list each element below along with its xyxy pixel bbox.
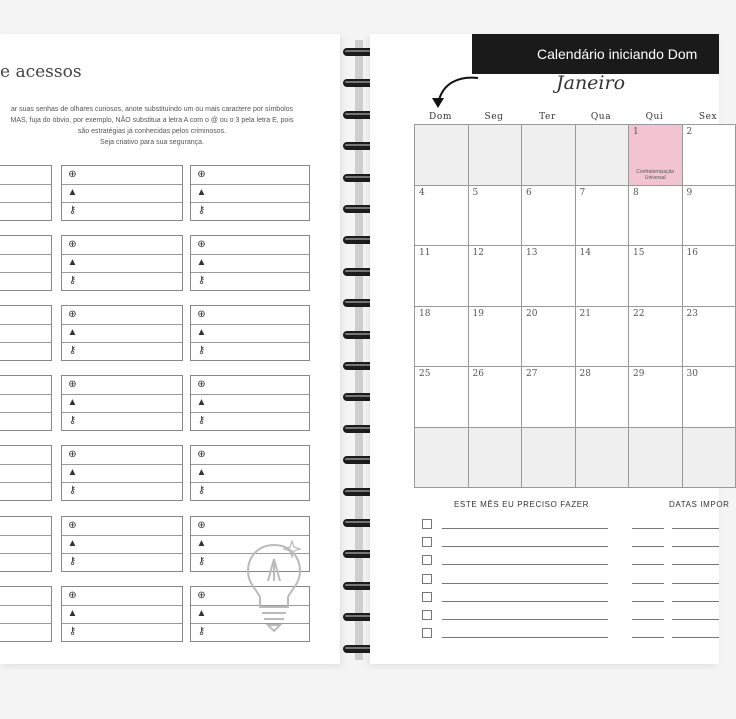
intro-text: [0, 104, 310, 148]
banner: [472, 34, 719, 74]
password-field[interactable]: [0, 184, 51, 203]
calendar-day[interactable]: [682, 124, 736, 186]
globe-icon: ⊕: [68, 590, 77, 601]
password-field[interactable]: [0, 342, 51, 360]
password-card: [190, 445, 310, 501]
password-field[interactable]: [0, 166, 51, 185]
password-field[interactable]: [191, 184, 309, 203]
todo-line[interactable]: [442, 528, 608, 529]
globe-icon: ⊕: [68, 169, 77, 180]
calendar-day[interactable]: [575, 306, 630, 368]
password-field[interactable]: [191, 324, 309, 343]
calendar-day[interactable]: [414, 366, 469, 428]
key-icon: ⚷: [68, 485, 77, 496]
calendar-day[interactable]: [628, 306, 683, 368]
password-field[interactable]: [0, 236, 51, 255]
key-icon: ⚷: [197, 345, 206, 356]
right-page: [370, 34, 730, 664]
password-field[interactable]: [62, 482, 182, 500]
intro-line: ar suas senhas de olhares curiosos, anote substituindo um ou mais caractere por símbolos: [10, 106, 294, 113]
user-icon: ▲: [196, 257, 207, 268]
password-field[interactable]: [0, 517, 51, 536]
password-field[interactable]: [62, 184, 182, 203]
date-line[interactable]: [632, 546, 664, 547]
password-field[interactable]: [191, 394, 309, 413]
calendar-day[interactable]: [468, 185, 523, 247]
calendar-day[interactable]: [628, 366, 683, 428]
todo-title: ESTE MÊS EU PRECISO FAZER: [454, 500, 590, 509]
password-field[interactable]: [191, 254, 309, 273]
password-field[interactable]: [62, 306, 182, 325]
day-number: 8: [633, 187, 639, 198]
calendar-day[interactable]: [521, 306, 576, 368]
user-icon: ▲: [67, 187, 78, 198]
calendar-day[interactable]: [468, 245, 523, 307]
day-number: 2: [686, 127, 693, 137]
password-card: [0, 165, 52, 221]
calendar-day[interactable]: [414, 124, 469, 186]
date-line[interactable]: [632, 637, 664, 638]
password-field[interactable]: [191, 376, 309, 395]
spiral-binding: [340, 34, 370, 664]
intro-line: MAS, fuja do óbvio, por exemplo, NÃO substitua a letra A com o @ ou o 3 pela letra E, pois: [10, 117, 294, 124]
key-icon: ⚷: [197, 485, 206, 496]
calendar-day[interactable]: [628, 185, 683, 247]
key-icon: ⚷: [68, 556, 77, 567]
password-card: [61, 586, 183, 642]
date-line[interactable]: [632, 528, 664, 529]
user-icon: ▲: [196, 397, 207, 408]
weekday-label: Qui: [645, 112, 664, 122]
password-field[interactable]: [0, 412, 51, 430]
user-icon: ▲: [196, 187, 207, 198]
calendar-day[interactable]: [682, 306, 736, 368]
password-field[interactable]: [62, 342, 182, 360]
day-number: 20: [526, 308, 538, 319]
calendar-day[interactable]: [468, 427, 523, 489]
calendar-day[interactable]: [628, 245, 683, 307]
weekday-label: Sex: [698, 112, 718, 122]
weekday-label: Qua: [590, 112, 612, 122]
day-number: 18: [419, 308, 431, 319]
calendar-day[interactable]: [521, 366, 576, 428]
password-card: [61, 445, 183, 501]
calendar-day[interactable]: [414, 185, 469, 247]
key-icon: ⚷: [197, 275, 206, 286]
calendar-day[interactable]: [468, 366, 523, 428]
password-card: [190, 165, 310, 221]
globe-icon: ⊕: [197, 309, 206, 320]
day-number: 1: [633, 127, 639, 137]
key-icon: ⚷: [68, 415, 77, 426]
date-note-line[interactable]: [672, 564, 719, 565]
calendar-day[interactable]: [468, 124, 523, 186]
todo-checkbox[interactable]: [422, 537, 432, 547]
calendar-day[interactable]: [521, 427, 576, 489]
password-field[interactable]: [62, 236, 182, 255]
day-number: 26: [472, 369, 484, 379]
day-number: 6: [526, 187, 532, 198]
day-number: 5: [472, 187, 479, 198]
todo-checkbox[interactable]: [422, 519, 432, 529]
password-field[interactable]: [191, 166, 309, 185]
password-card: [190, 375, 310, 431]
day-number: 13: [526, 248, 538, 258]
day-number: 7: [579, 187, 586, 198]
date-note-line[interactable]: [672, 601, 719, 602]
password-card: [190, 235, 310, 291]
password-field[interactable]: [62, 623, 182, 641]
password-field[interactable]: [62, 272, 182, 290]
calendar-day[interactable]: [575, 245, 630, 307]
password-card: [61, 516, 183, 572]
todo-line[interactable]: [442, 619, 608, 620]
calendar-day[interactable]: [682, 366, 736, 428]
calendar-day[interactable]: [521, 185, 576, 247]
password-field[interactable]: [0, 254, 51, 273]
todo-line[interactable]: [442, 546, 608, 547]
password-field[interactable]: [62, 254, 182, 273]
page-title: e acessos: [0, 62, 82, 82]
calendar-day[interactable]: [575, 124, 630, 186]
user-icon: ▲: [67, 538, 78, 549]
calendar-day[interactable]: [682, 185, 736, 247]
user-icon: ▲: [67, 327, 78, 338]
password-field[interactable]: [0, 202, 51, 220]
weekday-label: Seg: [484, 112, 504, 122]
password-field[interactable]: [0, 605, 51, 624]
day-number: 27: [526, 369, 538, 379]
todo-checkbox[interactable]: [422, 592, 432, 602]
user-icon: ▲: [196, 538, 207, 549]
calendar-day[interactable]: [682, 427, 736, 489]
day-number: 22: [633, 308, 645, 319]
day-number: 9: [686, 187, 693, 198]
day-number: 29: [633, 369, 645, 379]
todo-line[interactable]: [442, 583, 608, 584]
calendar-day[interactable]: [521, 124, 576, 186]
password-card: [61, 165, 183, 221]
todo-checkbox[interactable]: [422, 628, 432, 638]
password-field[interactable]: [191, 412, 309, 430]
day-number: 12: [472, 248, 484, 258]
globe-icon: ⊕: [68, 309, 77, 320]
important-dates-title: DATAS IMPOR: [669, 500, 730, 509]
globe-icon: ⊕: [197, 239, 206, 250]
user-icon: ▲: [67, 397, 78, 408]
password-card: [0, 375, 52, 431]
password-field[interactable]: [62, 412, 182, 430]
password-card: [0, 586, 52, 642]
day-number: 28: [579, 369, 591, 379]
calendar-day[interactable]: [414, 306, 469, 368]
password-field[interactable]: [62, 394, 182, 413]
key-icon: ⚷: [197, 556, 206, 567]
date-note-line[interactable]: [672, 546, 719, 547]
password-field[interactable]: [62, 517, 182, 536]
password-field[interactable]: [191, 306, 309, 325]
password-card: [0, 516, 52, 572]
key-icon: ⚷: [197, 626, 206, 637]
password-card: [0, 445, 52, 501]
day-number: 11: [419, 248, 431, 258]
password-field[interactable]: [191, 202, 309, 220]
password-field[interactable]: [62, 376, 182, 395]
password-field[interactable]: [0, 482, 51, 500]
day-number: 23: [686, 308, 698, 319]
password-field[interactable]: [191, 272, 309, 290]
calendar-grid: [414, 124, 734, 488]
password-card: [61, 305, 183, 361]
password-field[interactable]: [0, 324, 51, 343]
date-note-line[interactable]: [672, 619, 719, 620]
calendar-day[interactable]: [628, 124, 683, 186]
password-field[interactable]: [62, 605, 182, 624]
day-number: 14: [579, 248, 591, 258]
password-card: [61, 235, 183, 291]
intro-line: Seja criativo para sua segurança.: [100, 139, 204, 146]
day-number: 25: [419, 369, 431, 379]
password-card: [0, 235, 52, 291]
day-number: 4: [419, 187, 425, 198]
todo-checkbox[interactable]: [422, 610, 432, 620]
password-field[interactable]: [62, 166, 182, 185]
key-icon: ⚷: [68, 275, 77, 286]
user-icon: ▲: [196, 608, 207, 619]
password-field[interactable]: [191, 236, 309, 255]
password-field[interactable]: [0, 306, 51, 325]
weekday-label: Ter: [539, 112, 556, 122]
password-field[interactable]: [191, 464, 309, 483]
day-number: 16: [686, 248, 698, 258]
todo-line[interactable]: [442, 601, 608, 602]
globe-icon: ⊕: [68, 520, 77, 531]
globe-icon: ⊕: [197, 590, 206, 601]
day-number: 21: [579, 308, 591, 319]
password-field[interactable]: [62, 464, 182, 483]
globe-icon: ⊕: [68, 449, 77, 460]
todo-checkbox[interactable]: [422, 574, 432, 584]
password-field[interactable]: [191, 446, 309, 465]
globe-icon: ⊕: [197, 169, 206, 180]
globe-icon: ⊕: [68, 379, 77, 390]
left-page: [0, 34, 340, 664]
key-icon: ⚷: [68, 345, 77, 356]
password-field[interactable]: [62, 535, 182, 554]
day-number: 19: [472, 308, 484, 319]
calendar-day[interactable]: [628, 427, 683, 489]
day-number: 30: [686, 369, 698, 379]
password-field[interactable]: [62, 324, 182, 343]
date-line[interactable]: [632, 583, 664, 584]
lightbulb-icon: [244, 537, 304, 637]
todo-line[interactable]: [442, 564, 608, 565]
globe-icon: ⊕: [197, 379, 206, 390]
password-field[interactable]: [62, 446, 182, 465]
calendar-day[interactable]: [414, 427, 469, 489]
date-note-line[interactable]: [672, 637, 719, 638]
date-note-line[interactable]: [672, 528, 719, 529]
password-field[interactable]: [0, 272, 51, 290]
password-card: [0, 305, 52, 361]
password-field[interactable]: [0, 587, 51, 606]
password-field[interactable]: [0, 535, 51, 554]
date-line[interactable]: [632, 619, 664, 620]
password-field[interactable]: [62, 202, 182, 220]
user-icon: ▲: [196, 467, 207, 478]
password-field[interactable]: [191, 517, 309, 536]
calendar-day[interactable]: [575, 366, 630, 428]
todo-checkbox[interactable]: [422, 555, 432, 565]
user-icon: ▲: [196, 327, 207, 338]
user-icon: ▲: [67, 467, 78, 478]
key-icon: ⚷: [68, 626, 77, 637]
day-number: 15: [633, 248, 645, 258]
date-line[interactable]: [632, 564, 664, 565]
password-field[interactable]: [0, 553, 51, 571]
date-note-line[interactable]: [672, 583, 719, 584]
weekday-label: Dom: [429, 112, 452, 122]
calendar-day[interactable]: [414, 245, 469, 307]
user-icon: ▲: [67, 608, 78, 619]
password-field[interactable]: [0, 446, 51, 465]
password-field[interactable]: [0, 394, 51, 413]
password-field[interactable]: [191, 342, 309, 360]
password-card: [61, 375, 183, 431]
holiday-label: Confraternização Universal: [636, 168, 675, 181]
calendar-day[interactable]: [575, 185, 630, 247]
password-field[interactable]: [0, 623, 51, 641]
key-icon: ⚷: [68, 205, 77, 216]
password-field[interactable]: [0, 464, 51, 483]
calendar-day[interactable]: [521, 245, 576, 307]
todo-line[interactable]: [442, 637, 608, 638]
intro-line: são estratégias já conhecidas pelos criminosos.: [77, 128, 227, 135]
key-icon: ⚷: [197, 205, 206, 216]
calendar-day[interactable]: [575, 427, 630, 489]
password-field[interactable]: [62, 553, 182, 571]
password-card: [190, 305, 310, 361]
user-icon: ▲: [67, 257, 78, 268]
month-title: Janeiro: [556, 72, 626, 94]
arrow-icon: [430, 74, 480, 114]
key-icon: ⚷: [197, 415, 206, 426]
calendar-day[interactable]: [468, 306, 523, 368]
date-line[interactable]: [632, 601, 664, 602]
globe-icon: ⊕: [197, 449, 206, 460]
calendar-day[interactable]: [682, 245, 736, 307]
password-field[interactable]: [62, 587, 182, 606]
password-field[interactable]: [0, 376, 51, 395]
globe-icon: ⊕: [197, 520, 206, 531]
banner-text: Calendário iniciando Dom: [537, 46, 698, 62]
globe-icon: ⊕: [68, 239, 77, 250]
password-field[interactable]: [191, 482, 309, 500]
